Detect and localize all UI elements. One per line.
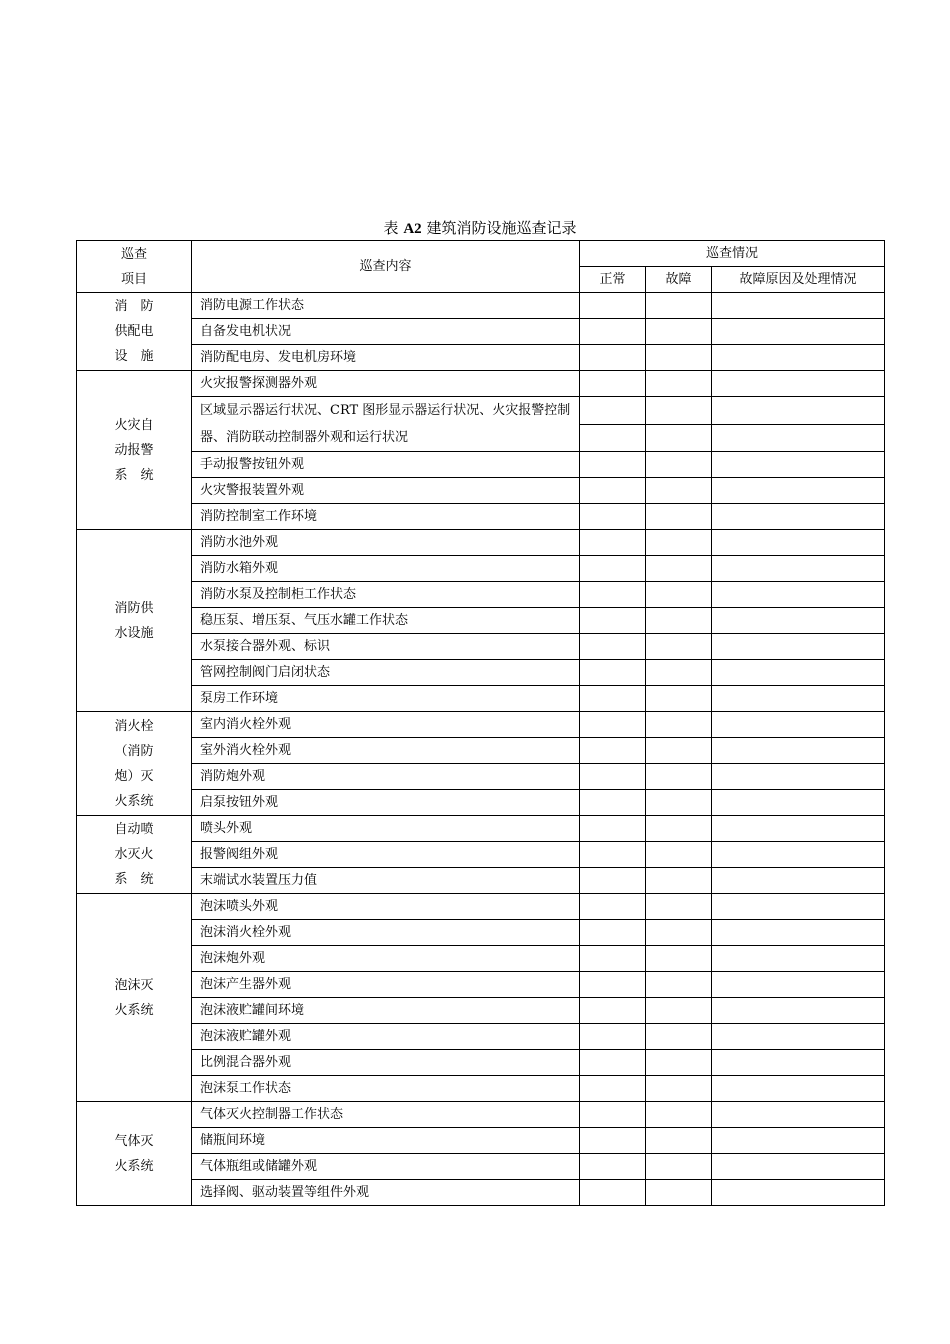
table-row [77,371,885,397]
normal-cell[interactable] [580,1050,646,1076]
fault-cell[interactable] [646,424,712,452]
inspection-item: 自备发电机状况 [192,319,580,345]
normal-cell[interactable] [580,556,646,582]
category-line: 火系统 [114,793,154,809]
table-row [77,764,885,790]
normal-cell[interactable] [580,790,646,816]
reason-cell[interactable] [712,478,885,504]
reason-cell[interactable] [712,738,885,764]
category-line: 水灭火 [114,847,154,862]
fault-cell[interactable] [646,478,712,504]
reason-cell[interactable] [712,293,885,319]
table-row [77,868,885,894]
category-line: 设 施 [114,349,154,364]
header-category-line: 巡查 [120,246,147,262]
inspection-item: 消防控制室工作环境 [192,504,580,530]
fault-cell[interactable] [646,998,712,1024]
normal-cell[interactable] [580,424,646,452]
reason-cell[interactable] [712,452,885,478]
table-row [77,319,885,345]
normal-cell[interactable] [580,478,646,504]
normal-cell[interactable] [580,660,646,686]
category-line: 消防供 [114,600,154,616]
table-title [76,216,884,240]
reason-cell[interactable] [712,816,885,842]
inspection-item: 消防水箱外观 [192,556,580,582]
category-line: 火灾自 [114,417,154,433]
reason-cell[interactable] [712,712,885,738]
reason-cell[interactable] [712,1128,885,1154]
table-row [77,293,885,319]
inspection-item: 泡沫泵工作状态 [192,1076,580,1102]
category-line: 消 防 [114,299,154,314]
fault-cell[interactable] [646,764,712,790]
normal-cell[interactable] [580,319,646,345]
table-row [77,686,885,712]
inspection-item: 消防水池外观 [192,530,580,556]
normal-cell[interactable] [580,504,646,530]
normal-cell[interactable] [580,920,646,946]
category-line: 火系统 [114,1002,154,1018]
header-content: 巡查内容 [192,241,580,293]
table-row [77,1050,885,1076]
fault-cell[interactable] [646,790,712,816]
fault-cell[interactable] [646,1050,712,1076]
inspection-record-table [76,240,885,1206]
normal-cell[interactable] [580,1128,646,1154]
category-line: 火系统 [114,1158,154,1174]
inspection-item: 室内消火栓外观 [192,712,580,738]
normal-cell[interactable] [580,530,646,556]
reason-cell[interactable] [712,1180,885,1206]
reason-cell[interactable] [712,1050,885,1076]
reason-cell[interactable] [712,608,885,634]
normal-cell[interactable] [580,686,646,712]
fault-cell[interactable] [646,816,712,842]
normal-cell[interactable] [580,371,646,397]
table-row [77,816,885,842]
inspection-item: 区域显示器运行状况、CRT 图形显示器运行状况、火灾报警控制器、消防联动控制器外观和运行状况 [192,397,580,452]
normal-cell[interactable] [580,998,646,1024]
reason-cell[interactable] [712,842,885,868]
fault-cell[interactable] [646,1180,712,1206]
inspection-item: 泡沫液贮罐外观 [192,1024,580,1050]
inspection-item: 喷头外观 [192,816,580,842]
reason-cell[interactable] [712,1076,885,1102]
table-row [77,946,885,972]
reason-cell[interactable] [712,920,885,946]
inspection-item: 启泵按钮外观 [192,790,580,816]
fault-cell[interactable] [646,738,712,764]
table-row [77,1024,885,1050]
inspection-item: 气体瓶组或储罐外观 [192,1154,580,1180]
table-row [77,894,885,920]
reason-cell[interactable] [712,998,885,1024]
inspection-item: 消防炮外观 [192,764,580,790]
fault-cell[interactable] [646,1076,712,1102]
category-cell [77,293,192,371]
title-name: 建筑消防设施巡查记录 [426,219,577,237]
header-status-group: 巡查情况 [580,241,885,267]
inspection-item: 管网控制阀门启闭状态 [192,660,580,686]
normal-cell[interactable] [580,1076,646,1102]
inspection-item: 消防水泵及控制柜工作状态 [192,582,580,608]
reason-cell[interactable] [712,1154,885,1180]
table-row [77,998,885,1024]
inspection-item: 消防电源工作状态 [192,293,580,319]
normal-cell[interactable] [580,1024,646,1050]
inspection-item: 泵房工作环境 [192,686,580,712]
fault-cell[interactable] [646,345,712,371]
category-line: 气体灭 [114,1133,154,1149]
category-line: 自动喷 [114,822,154,837]
fault-cell[interactable] [646,972,712,998]
title-code: A2 [403,221,422,237]
reason-cell[interactable] [712,424,885,452]
fault-cell[interactable] [646,293,712,319]
reason-cell[interactable] [712,686,885,712]
normal-cell[interactable] [580,634,646,660]
table-row [77,530,885,556]
reason-cell[interactable] [712,345,885,371]
normal-cell[interactable] [580,764,646,790]
header-category [77,241,192,293]
fault-cell[interactable] [646,946,712,972]
category-line: 水设施 [114,625,154,641]
inspection-item: 末端试水装置压力值 [192,868,580,894]
inspection-item: 选择阀、驱动装置等组件外观 [192,1180,580,1206]
table-row [77,1128,885,1154]
normal-cell[interactable] [580,293,646,319]
reason-cell[interactable] [712,371,885,397]
fault-cell[interactable] [646,582,712,608]
table-row [77,582,885,608]
fault-cell[interactable] [646,319,712,345]
category-line: 供配电 [114,324,154,339]
fault-cell[interactable] [646,1128,712,1154]
fault-cell[interactable] [646,397,712,425]
normal-cell[interactable] [580,868,646,894]
normal-cell[interactable] [580,582,646,608]
inspection-item: 报警阀组外观 [192,842,580,868]
inspection-item: 泡沫炮外观 [192,946,580,972]
header-reason: 故障原因及处理情况 [712,267,885,293]
table-row [77,920,885,946]
normal-cell[interactable] [580,397,646,425]
category-cell [77,816,192,894]
inspection-item: 手动报警按钮外观 [192,452,580,478]
fault-cell[interactable] [646,894,712,920]
fault-cell[interactable] [646,686,712,712]
table-row [77,1102,885,1128]
table-row [77,842,885,868]
inspection-item: 室外消火栓外观 [192,738,580,764]
reason-cell[interactable] [712,972,885,998]
category-cell [77,894,192,1102]
reason-cell[interactable] [712,530,885,556]
table-row [77,712,885,738]
title-prefix: 表 [383,219,399,237]
fault-cell[interactable] [646,371,712,397]
normal-cell[interactable] [580,345,646,371]
fault-cell[interactable] [646,608,712,634]
category-line: 动报警 [114,442,154,458]
category-cell [77,530,192,712]
fault-cell[interactable] [646,712,712,738]
normal-cell[interactable] [580,608,646,634]
category-line: 泡沫灭 [114,977,154,993]
fault-cell[interactable] [646,634,712,660]
reason-cell[interactable] [712,556,885,582]
header-normal: 正常 [580,267,646,293]
table-row [77,634,885,660]
fault-cell[interactable] [646,556,712,582]
table-row [77,608,885,634]
inspection-item: 泡沫液贮罐间环境 [192,998,580,1024]
table-row [77,397,885,425]
table-row [77,504,885,530]
inspection-item: 比例混合器外观 [192,1050,580,1076]
header-fault: 故障 [646,267,712,293]
inspection-item: 泡沫喷头外观 [192,894,580,920]
table-row [77,790,885,816]
inspection-item: 火灾警报装置外观 [192,478,580,504]
inspection-item: 储瓶间环境 [192,1128,580,1154]
category-line: 系 统 [114,467,154,483]
reason-cell[interactable] [712,946,885,972]
table-row [77,1076,885,1102]
table-row [77,1154,885,1180]
fault-cell[interactable] [646,842,712,868]
table-row [77,452,885,478]
normal-cell[interactable] [580,1154,646,1180]
inspection-item: 泡沫产生器外观 [192,972,580,998]
reason-cell[interactable] [712,582,885,608]
normal-cell[interactable] [580,738,646,764]
fault-cell[interactable] [646,1102,712,1128]
table-row [77,660,885,686]
table-row [77,478,885,504]
category-line: （消防 [114,743,154,759]
reason-cell[interactable] [712,764,885,790]
fault-cell[interactable] [646,1024,712,1050]
category-line: 系 统 [114,872,154,887]
fault-cell[interactable] [646,504,712,530]
normal-cell[interactable] [580,1180,646,1206]
normal-cell[interactable] [580,1102,646,1128]
reason-cell[interactable] [712,868,885,894]
normal-cell[interactable] [580,452,646,478]
inspection-item: 火灾报警探测器外观 [192,371,580,397]
reason-cell[interactable] [712,397,885,425]
category-line: 消火栓 [114,718,154,734]
reason-cell[interactable] [712,1102,885,1128]
normal-cell[interactable] [580,712,646,738]
fault-cell[interactable] [646,530,712,556]
table-row [77,1180,885,1206]
reason-cell[interactable] [712,1024,885,1050]
normal-cell[interactable] [580,816,646,842]
fault-cell[interactable] [646,660,712,686]
header-row [77,241,885,267]
category-cell [77,712,192,816]
normal-cell[interactable] [580,894,646,920]
inspection-item: 水泵接合器外观、标识 [192,634,580,660]
table-row [77,345,885,371]
inspection-item: 消防配电房、发电机房环境 [192,345,580,371]
inspection-item: 气体灭火控制器工作状态 [192,1102,580,1128]
fault-cell[interactable] [646,1154,712,1180]
inspection-item: 稳压泵、增压泵、气压水罐工作状态 [192,608,580,634]
table-row [77,556,885,582]
category-cell [77,371,192,530]
reason-cell[interactable] [712,319,885,345]
fault-cell[interactable] [646,920,712,946]
table-row [77,972,885,998]
normal-cell[interactable] [580,842,646,868]
reason-cell[interactable] [712,504,885,530]
reason-cell[interactable] [712,660,885,686]
normal-cell[interactable] [580,946,646,972]
fault-cell[interactable] [646,452,712,478]
inspection-item: 泡沫消火栓外观 [192,920,580,946]
category-line: 炮）灭 [114,768,154,784]
fault-cell[interactable] [646,868,712,894]
category-cell [77,1102,192,1206]
header-category-line: 项目 [120,271,147,287]
normal-cell[interactable] [580,972,646,998]
reason-cell[interactable] [712,790,885,816]
reason-cell[interactable] [712,634,885,660]
table-row [77,738,885,764]
reason-cell[interactable] [712,894,885,920]
